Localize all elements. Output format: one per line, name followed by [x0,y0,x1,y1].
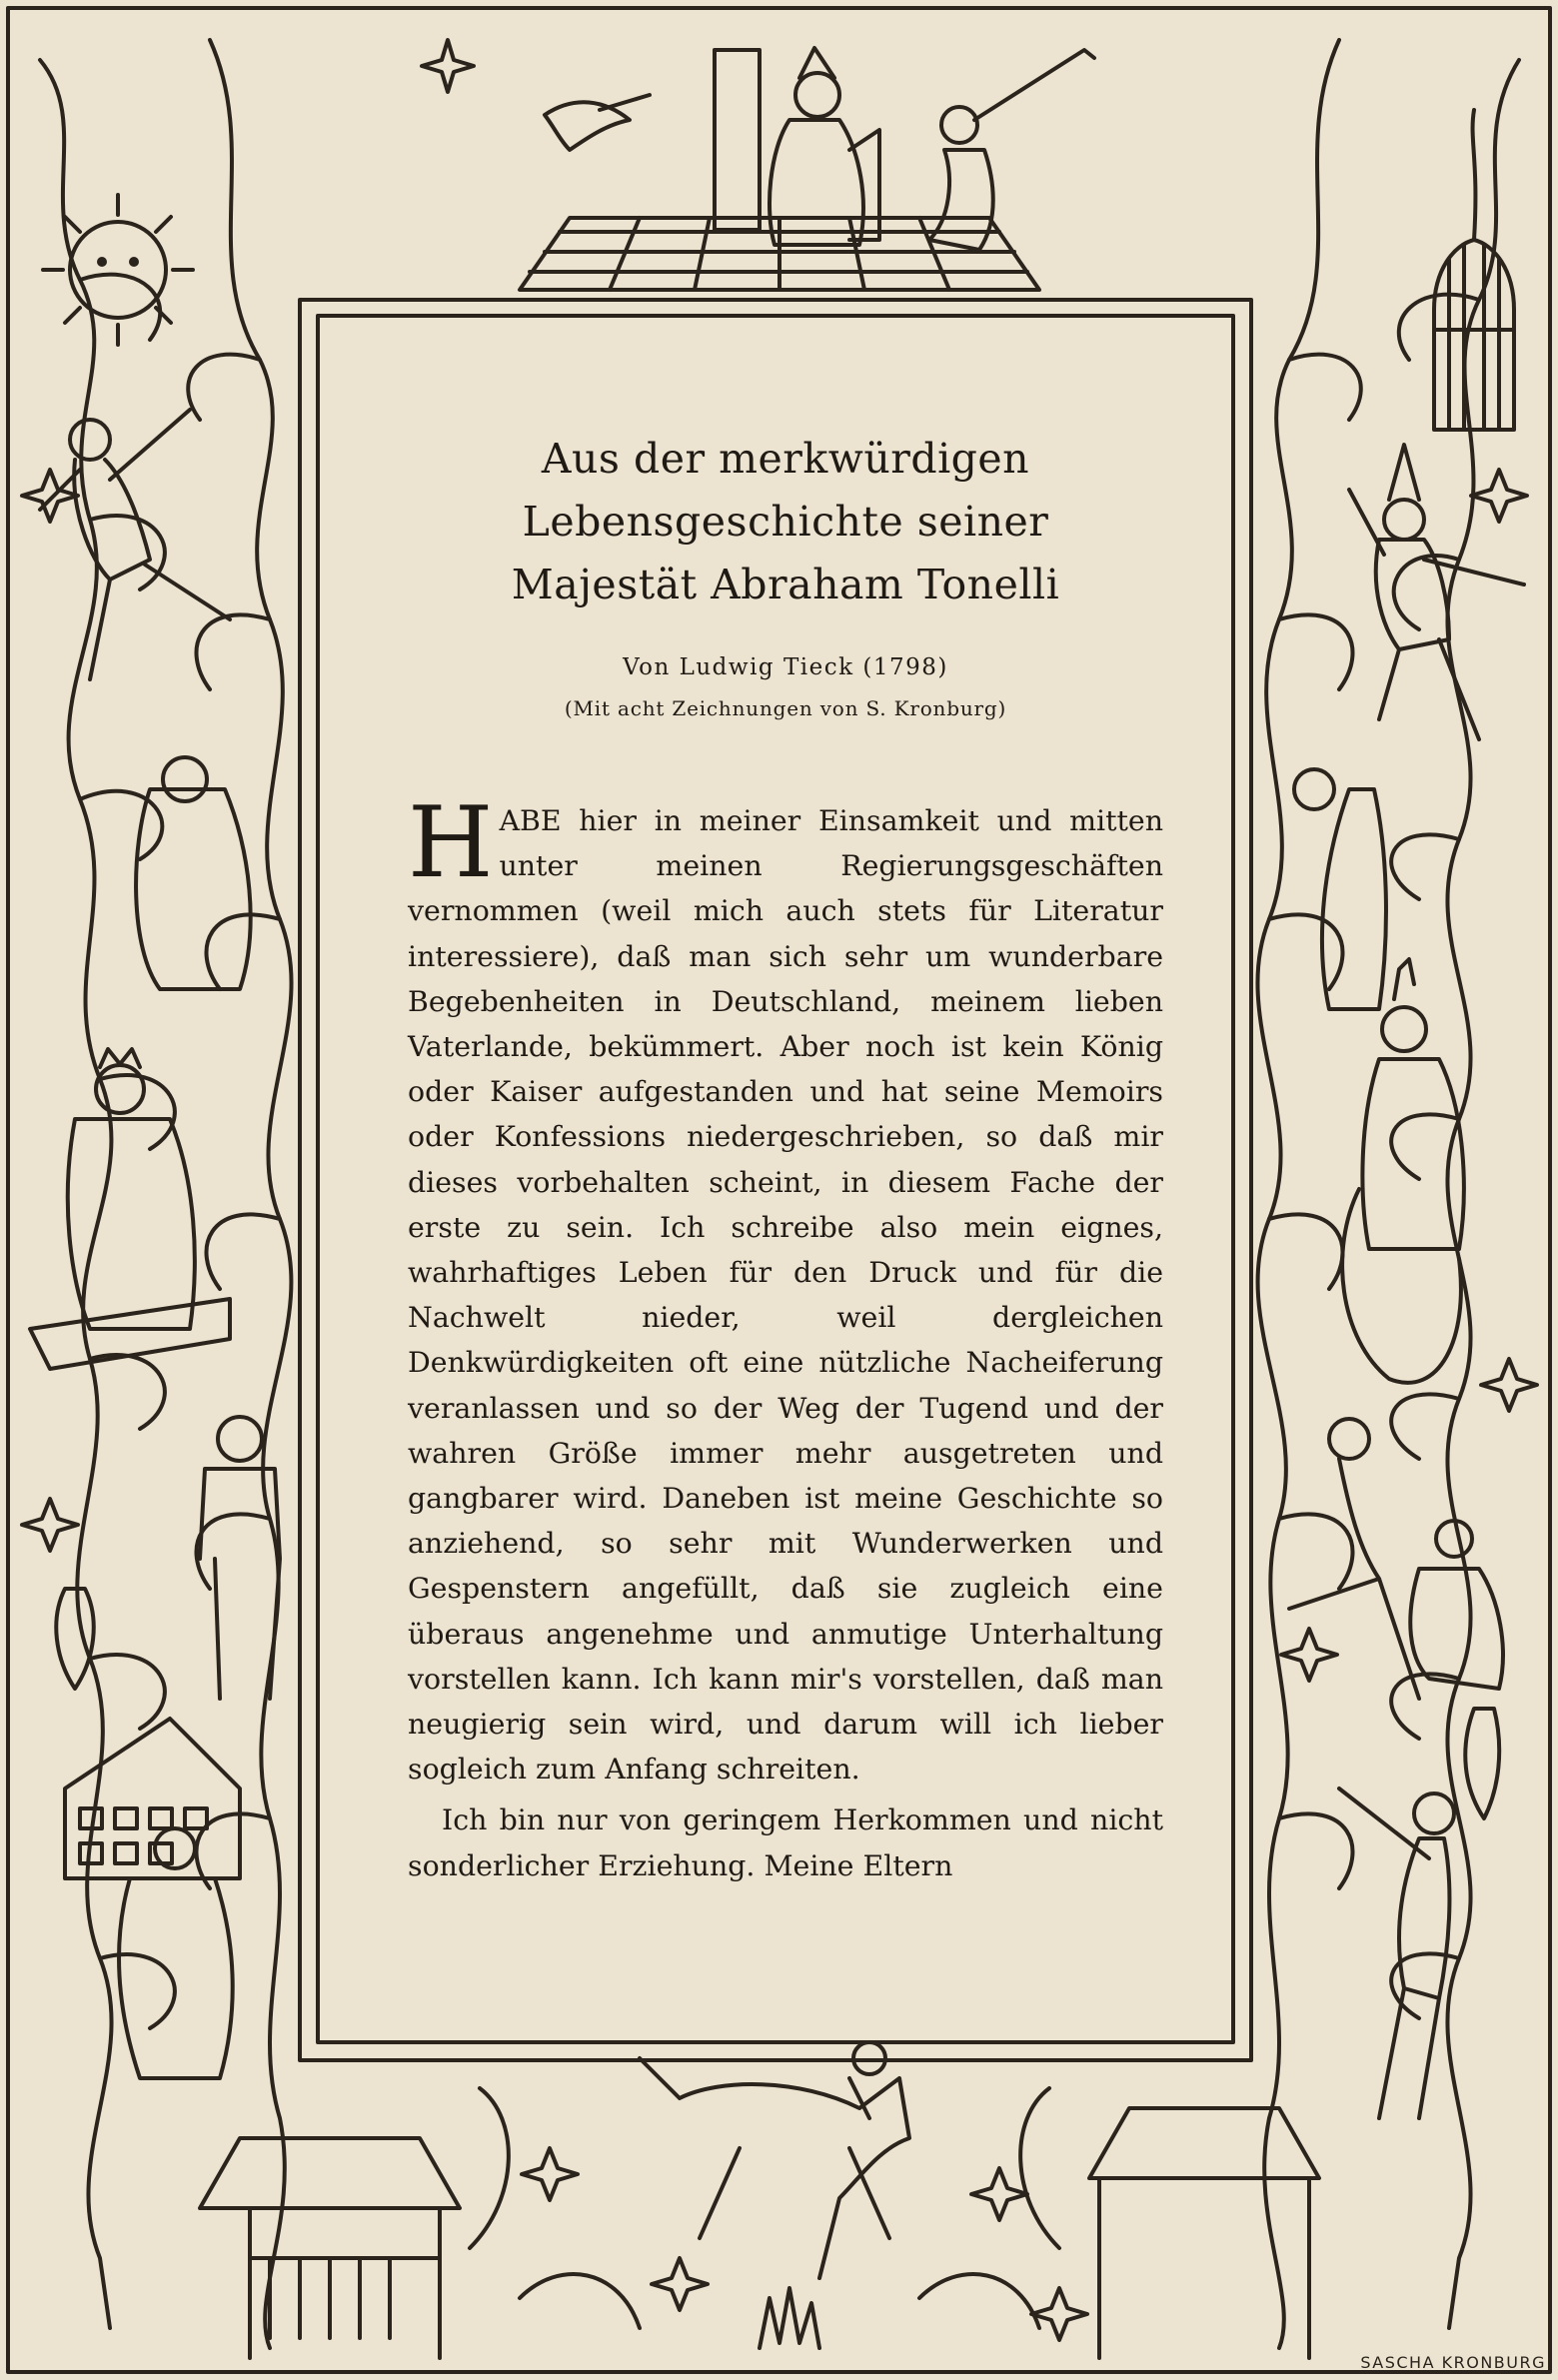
text-panel [320,318,1231,2038]
document-title: Aus der merkwürdigen Lebensgeschichte seiner Majestät Abraham Tonelli [511,435,1060,608]
illustration-credits: (Mit acht Zeichnungen von S. Kronburg) [564,696,1007,720]
left-vine-ornament [22,40,292,2348]
paragraph-1-text: ABE hier in meiner Einsamkeit und mitten unter meinen Regierungsgeschäften vernommen (weil mich auch stets für Literatur interessiere), daß man sich sehr um wunderbare Begebenheiten in Deutschland, meinem lieben Vaterlande, bekümmert. Aber noch ist kein König oder Kaiser aufgestanden und hat seine Memoirs oder Konfessions niedergeschrieben, so daß mir dieses vorbehalten scheint, in diesem Fache der erste zu sein. Ich schreibe also mein eignes, wahrhaftiges Leben für den Druck und für die Nachwelt nieder, weil dergleichen Denkwürdigkeiten oft eine nützliche Nacheiferung veranlassen und so der Weg der Tugend und der wahren Größe immer mehr ausgetreten und gangbarer wird. Daneben ist meine Geschichte so anziehend, so sehr mit Wunderwerken und Gespenstern angefüllt, daß sie zugleich eine überaus angenehme und anmutige Unterhaltung vorstellen kann. Ich kann mir's vorstellen, daß man neugierig sein wird, und darum will ich lieber sogleich zum Anfang schreiten. [408,804,1163,1786]
paragraph-1 [408,786,1163,1791]
author-byline: Von Ludwig Tieck (1798) [623,654,948,680]
paragraph-2: Ich bin nur von geringem Herkommen und nicht sonderlicher Erziehung. Meine Eltern [408,1803,1163,1882]
bottom-scene [200,2042,1319,2358]
top-writer-scene [422,40,1094,290]
drop-cap: H [408,786,494,900]
right-vine-ornament [1257,40,1537,2348]
artist-signature: SASCHA KRONBURG [1360,2353,1546,2372]
body-text [408,786,1163,1888]
